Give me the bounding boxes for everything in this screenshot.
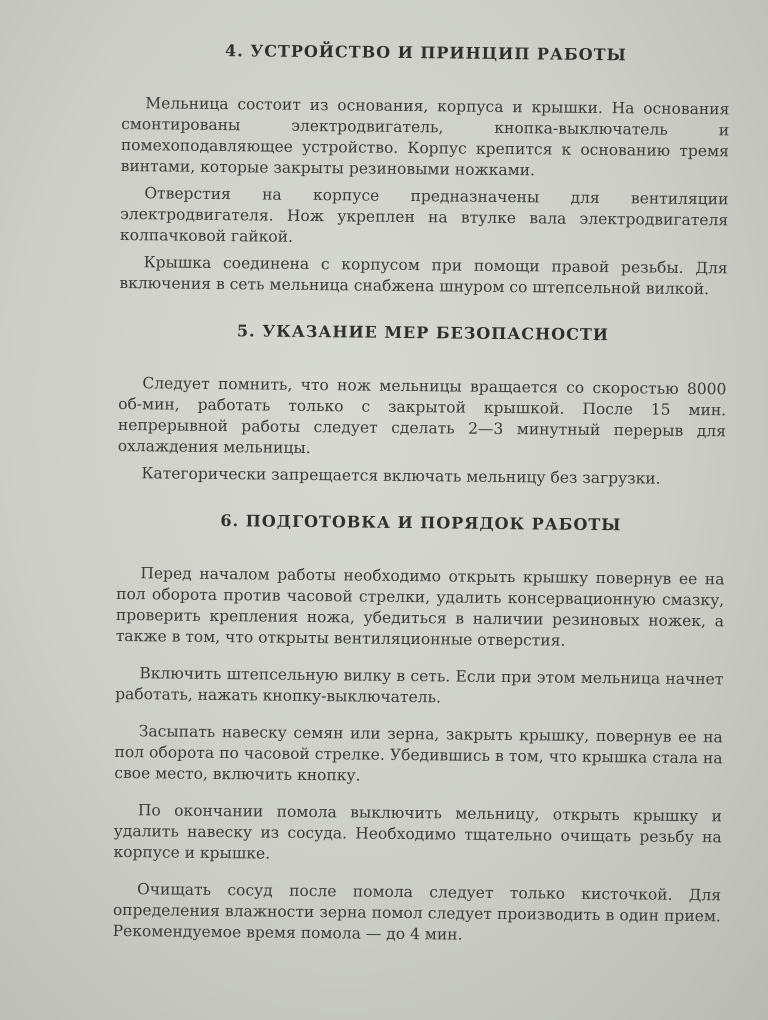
paragraph: Очищать сосуд после помола следует только кисточкой. Для определения влажности зерна помол следует производить в один прием. Рекомендуемое время помола — до 4 мин.: [112, 880, 722, 944]
document-content: [112, 40, 730, 974]
section-preparation-and-procedure: [113, 510, 725, 948]
paragraph: Крышка соединена с корпусом при помощи правой резьбы. Для включения в сеть мельница снабжена шнуром со штепсельной вилкой.: [119, 253, 728, 299]
paragraph: По окончании помола выключить мельницу, открыть крышку и удалить навеску из сосуда. Необходимо тщательно очищать резьбу на корпусе и крышке.: [113, 801, 722, 863]
paragraph: Следует помнить, что нож мельницы вращается со скоростью 8000 об-мин, работать только с закрытой крышкой. После 15 мин. непрерывной работы следует сделать 2—3 минутный перерыв для охлаждения мельницы.: [117, 374, 727, 457]
paragraph: Включить штепсельную вилку в сеть. Если при этом мельница начнет работать, нажать кнопку-выключатель.: [115, 664, 724, 707]
section-heading: 4. УСТРОЙСТВО И ПРИНЦИП РАБОТЫ: [224, 41, 627, 65]
paragraph: Засыпать навеску семян или зерна, закрыть крышку, повернув ее на пол оборота по часовой стрелке. Убедившись в том, что крышка стала на свое место, включить кнопку.: [114, 722, 723, 785]
section-heading: 6. ПОДГОТОВКА И ПОРЯДОК РАБОТЫ: [220, 511, 622, 535]
section-safety-measures: [117, 320, 727, 490]
section-heading: 5. УКАЗАНИЕ МЕР БЕЗОПАСНОСТИ: [236, 321, 610, 345]
section-device-and-operation: [119, 40, 730, 300]
paragraph: Мельница состоит из основания, корпуса и крышки. На основания смонтированы электродвигатель, кнопка-выключатель и помехоподавляющее устройство. Корпус крепится к основанию тремя винтами, которые закрыты резиновыми ножками.: [120, 94, 730, 180]
paragraph: Категорически запрещается включать мельницу без загрузки.: [141, 464, 661, 488]
paragraph: Отверстия на корпусе предназначены для вентиляции электродвигателя. Нож укреплен на втулке вала электродвигателя колпачковой гайкой.: [119, 184, 729, 246]
paragraph: Перед началом работы необходимо открыть крышку повернув ее на пол оборота против часовой стрелки, удалить консервационную смазку, проверить крепления ножа, убедиться в наличии резиновых ножек, а также в том, что открыты вентиляционные отверстия.: [115, 564, 725, 650]
